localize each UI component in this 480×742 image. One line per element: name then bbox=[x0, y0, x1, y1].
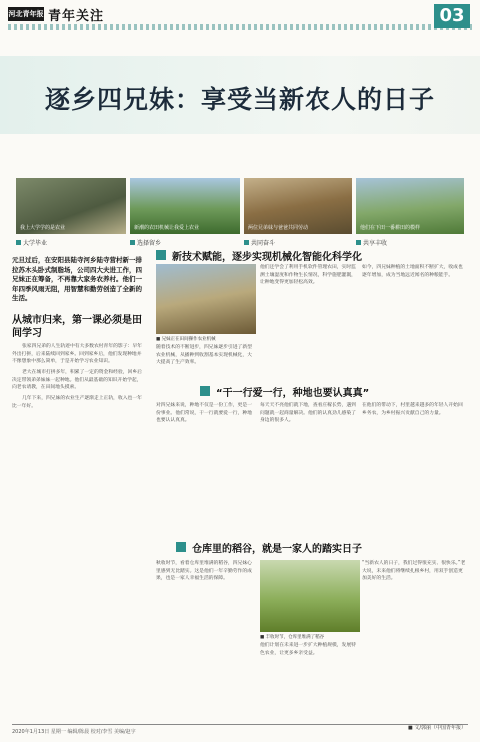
author-credit: ■ 文/郭丽（中国青年报） bbox=[408, 725, 466, 731]
section-2-heading: “干一行爱一行，种地也要认真真” bbox=[200, 384, 369, 399]
field-machinery-photo bbox=[156, 264, 256, 334]
photo-caption: ■ 兄妹正在田间操作农业机械 bbox=[156, 337, 216, 342]
photo-2 bbox=[130, 178, 240, 234]
lead-paragraph: 元旦过后，在安阳县陆寺河乡陆寺营村新一排拉苏木头卧式制脂场，公司四大夫进工作，四兄妹正在筹备，不再靠大家务农养村。他们一年四季风雨无阻，用智慧和勤劳创造了全新的生活。 bbox=[12, 256, 142, 303]
body-paragraph: 他们还学会了利用手机软件管理农田，实时监测土壤湿度和作物生长情况，科学施肥灌溉，让种地变得更加轻松高效。 bbox=[260, 265, 356, 286]
photo-caption: 新潮的农田机械让我爱上农业 bbox=[134, 225, 200, 231]
photo-4 bbox=[356, 178, 464, 234]
page-footer: 2020年1月13日 星期一 编辑/陈晨 校对/李雪 美编/赵宇 bbox=[12, 729, 136, 735]
photo-caption: ■ 丰收时节，仓库里堆满了稻谷 bbox=[260, 635, 325, 640]
body-paragraph: 如今，四兄妹种植的土地面积不断扩大，收成也逐年增加，成为当地远近闻名的种粮能手。 bbox=[362, 265, 463, 278]
photo-label: 大学毕业 bbox=[16, 238, 47, 247]
left-column bbox=[12, 256, 144, 411]
header-divider bbox=[8, 24, 472, 30]
body-paragraph: “当新农人的日子，我们过得很充实、很快乐。”老大说，未来他们将继续扎根乡村，用双手创造更加美好的生活。 bbox=[362, 561, 466, 582]
body-paragraph: 在他们的带动下，村里越来越多的年轻人开始回乡务农，为乡村振兴贡献自己的力量。 bbox=[362, 403, 463, 416]
photo-caption: 我上大学学的是农业 bbox=[20, 225, 66, 231]
photo-label: 共同奋斗 bbox=[244, 238, 275, 247]
page-header bbox=[8, 4, 472, 44]
newspaper-logo: 河北青年报 bbox=[8, 7, 44, 21]
body-paragraph: 秋收时节，看着仓库里堆满的稻谷，四兄妹心里感到无比踏实。这是他们一年辛勤劳作的成果，也是一家人幸福生活的保障。 bbox=[156, 561, 252, 582]
left-subheading: 从城市归来，第一课必须是田间学习 bbox=[12, 314, 142, 339]
photo-caption: 两位兄弟妹与爸爸共同劳动 bbox=[248, 225, 309, 231]
body-paragraph: 每天天不亮他们就下地，查看庄稼长势，遇到问题就一起商量解决。他们的认真劲儿感染了身边的很多人。 bbox=[260, 403, 356, 424]
photo-label: 选择留乡 bbox=[130, 238, 161, 247]
body-paragraph: 老大在城市打拼多年，积累了一定的资金和经验，回乡后决定带领弟弟妹妹一起种地。他们从最基础的知识开始学起，向老农请教，在田间地头摸索。 bbox=[12, 370, 142, 391]
section-3-heading: 仓库里的稻谷，就是一家人的踏实日子 bbox=[176, 540, 362, 555]
body-paragraph: 他们计划在未来进一步扩大种植规模，发展特色农业，让更多乡亲受益。 bbox=[260, 643, 356, 656]
body-paragraph: 对四兄妹来说，种地不仅是一份工作，更是一份事业。他们常说，干一行就要爱一行，种地也要认认真真。 bbox=[156, 403, 252, 424]
photo-label: 共享丰收 bbox=[356, 238, 387, 247]
body-paragraph: 随着技术的不断进步，四兄妹逐步引进了新型农业机械，从播种到收割基本实现机械化，大大提高了生产效率。 bbox=[156, 345, 252, 366]
section-1-heading: 新技术赋能，逐步实现机械化智能化科学化 bbox=[156, 248, 362, 263]
section-title: 青年关注 bbox=[48, 9, 105, 24]
photo-3 bbox=[244, 178, 352, 234]
headline: 逐乡四兄妹：享受当新农人的日子 bbox=[44, 85, 435, 114]
body-paragraph: 几年下来，四兄妹的农业生产逐渐走上正轨，收入也一年比一年好。 bbox=[12, 396, 142, 409]
photo-strip bbox=[16, 178, 464, 248]
harvest-photo bbox=[260, 560, 360, 632]
body-paragraph: 张家四兄弟的人生轨迹中有大多数农村青年的影子：早年外出打拼，后来陆续回到家乡。回到家乡后，他们发现种地并不像想象中那么简单，于是开始学习农业知识。 bbox=[12, 343, 142, 365]
page-number: 03 bbox=[434, 4, 470, 28]
photo-1 bbox=[16, 178, 126, 234]
photo-caption: 他们在下田一番耕田的模样 bbox=[360, 225, 421, 231]
